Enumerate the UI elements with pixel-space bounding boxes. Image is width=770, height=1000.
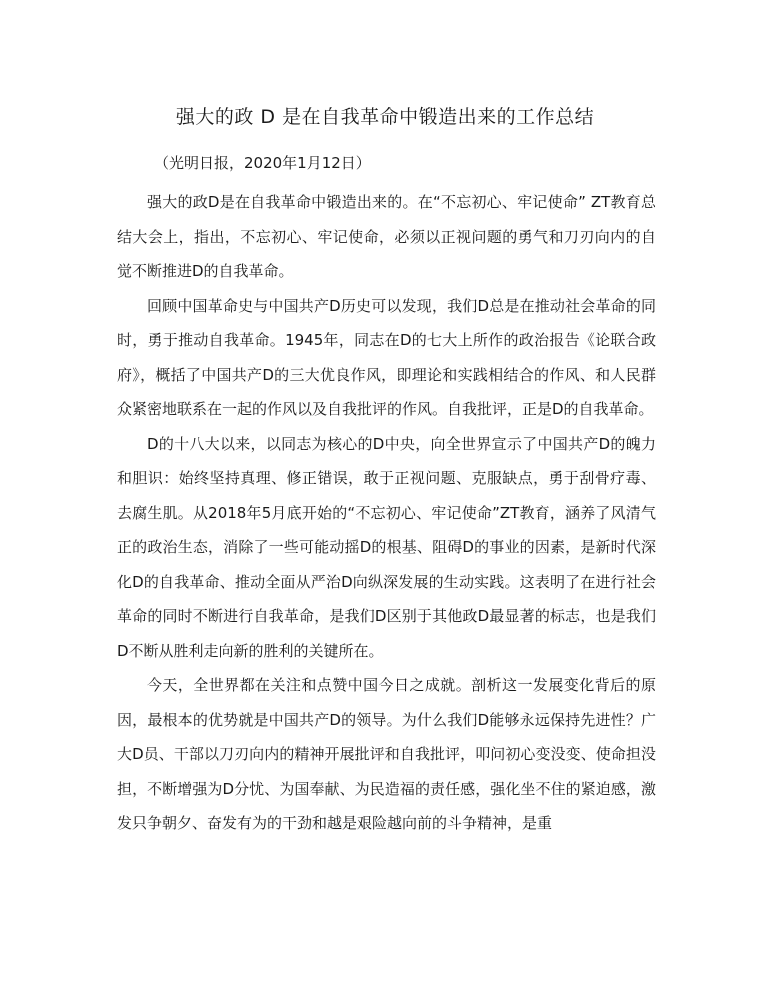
body-paragraph-2: 回顾中国革命史与中国共产D历史可以发现，我们D总是在推动社会革命的同时，勇于推动自我革命。1945年，同志在D的七大上所作的政治报告《论联合政府》，概括了中国共产D的三大优良作风，即理论和实践相结合的作风、和人民群众紧密地联系在一起的作风以及自我批评的作风。自我批评，正是D的自我革命。 — [117, 296, 656, 418]
body-paragraph-1: 强大的政D是在自我革命中锻造出来的。在“不忘初心、牢记使命” ZT教育总结大会上，指出，不忘初心、牢记使命，必须以正视问题的勇气和刀刃向内的自觉不断推进D的自我革命。 — [117, 193, 656, 280]
document-source: （光明日报，2020年1月12日） — [154, 154, 371, 172]
document-title: 强大的政 D 是在自我革命中锻造出来的工作总结 — [175, 106, 595, 128]
body-paragraph-4: 今天，全世界都在关注和点赞中国今日之成就。剖析这一发展变化背后的原因，最根本的优势就是中国共产D的领导。为什么我们D能够永远保持先进性？广大D员、干部以刀刃向内的精神开展批评和自我批评，叩问初心变没变、使命担没担，不断增强为D分忧、为国奉献、为民造福的责任感，强化坐不住的紧迫感，激发只争朝夕、奋发有为的干劲和越是艰险越向前的斗争精神，是重 — [117, 676, 656, 832]
document-body — [117, 185, 656, 841]
body-paragraph-3: D的十八大以来，以同志为核心的D中央，向全世界宣示了中国共产D的魄力和胆识：始终坚持真理、修正错误，敢于正视问题、克服缺点，勇于刮骨疗毒、去腐生肌。从2018年5月底开始的“不忘初心、牢记使命”ZT教育，涵养了风清气正的政治生态，消除了一些可能动摇D的根基、阻碍D的事业的因素，是新时代深化D的自我革命、推动全面从严治D向纵深发展的生动实践。这表明了在进行社会革命的同时不断进行自我革命，是我们D区别于其他政D最显著的标志，也是我们D不断从胜利走向新的胜利的关键所在。 — [117, 434, 656, 660]
